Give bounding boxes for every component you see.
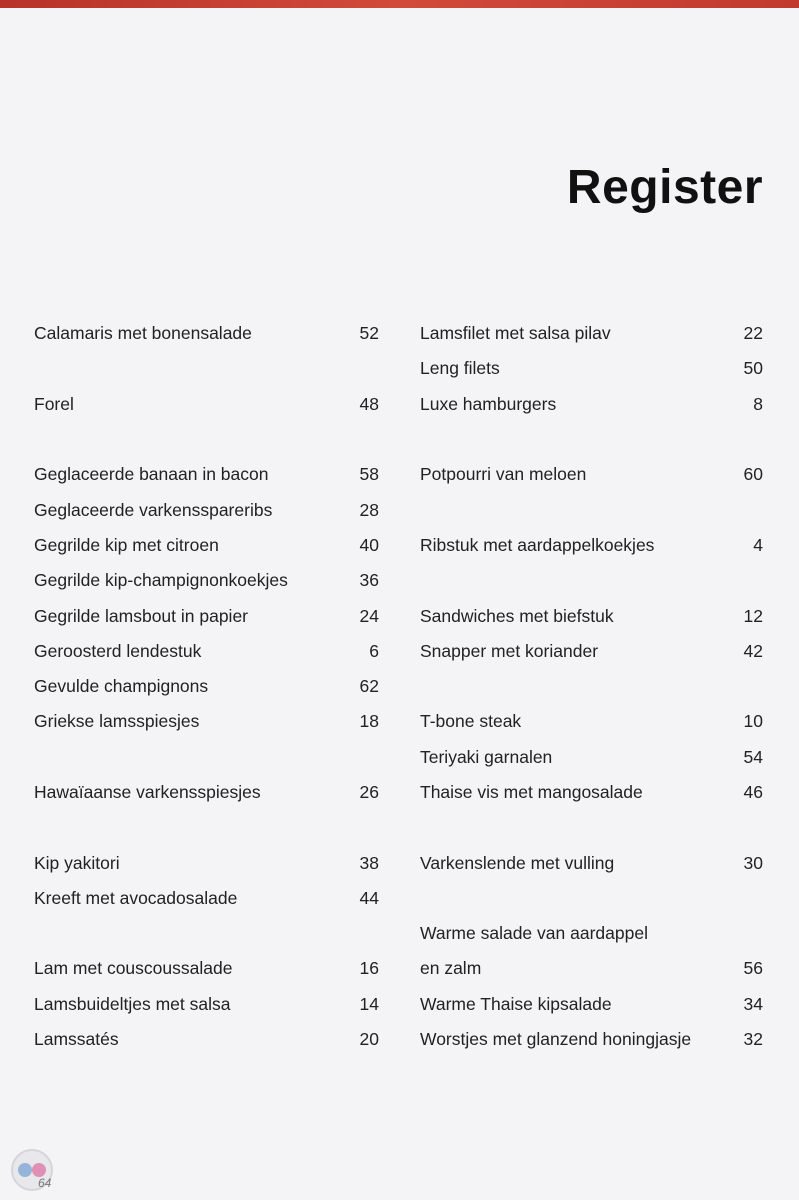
recipe-page-number: 20	[359, 1029, 379, 1050]
recipe-name: Potpourri van meloen	[420, 464, 587, 485]
group-spacer	[420, 810, 763, 845]
index-entry	[420, 634, 763, 669]
index-entry	[34, 845, 379, 880]
index-entry	[34, 457, 379, 492]
recipe-page-number: 24	[359, 605, 379, 626]
recipe-name: Snapper met koriander	[420, 640, 599, 661]
index-entry	[34, 881, 379, 916]
recipe-page-number: 26	[359, 782, 379, 802]
group-spacer	[34, 810, 379, 845]
recipe-name: Lamssatés	[34, 1029, 119, 1050]
index-entry	[34, 951, 379, 986]
recipe-page-number: 18	[359, 711, 379, 732]
recipe-page-number: 48	[359, 393, 379, 414]
recipe-name: Thaise vis met mangosalade	[420, 782, 643, 802]
recipe-page-number: 60	[743, 464, 763, 485]
recipe-name: Warme Thaise kipsalade	[420, 993, 612, 1014]
recipe-name: Leng filets	[420, 358, 500, 379]
recipe-name: Geroosterd lendestuk	[34, 640, 202, 661]
index-entry	[420, 704, 763, 739]
index-entry	[34, 316, 379, 351]
recipe-name: Hawaïaanse varkensspiesjes	[34, 782, 261, 802]
recipe-name: Calamaris met bonensalade	[34, 323, 252, 344]
recipe-page-number: 28	[359, 499, 379, 520]
recipe-name: Gevulde champignons	[34, 676, 209, 697]
recipe-name: T-bone steak	[420, 711, 522, 732]
recipe-page-number: 22	[743, 323, 763, 344]
recipe-name: Warme salade van aardappel	[420, 923, 648, 944]
index-entry	[34, 987, 379, 1022]
recipe-page-number: 56	[743, 958, 763, 979]
index-entry	[34, 669, 379, 704]
top-accent-bar	[0, 0, 799, 8]
recipe-name: Gegrilde kip-champignonkoekjes	[34, 570, 288, 591]
index-entry	[34, 704, 379, 739]
index-entry	[420, 845, 763, 880]
recipe-name: Kip yakitori	[34, 852, 120, 873]
recipe-page-number: 58	[359, 464, 379, 485]
index-column-left	[34, 316, 379, 1057]
index-entry	[420, 598, 763, 633]
recipe-name: Kreeft met avocadosalade	[34, 887, 238, 908]
recipe-name: Teriyaki garnalen	[420, 746, 553, 767]
group-spacer	[34, 351, 379, 386]
recipe-page-number: 6	[369, 640, 379, 661]
group-spacer	[34, 422, 379, 457]
index-entry	[420, 987, 763, 1022]
recipe-page-number: 40	[359, 534, 379, 555]
recipe-name: Lamsfilet met salsa pilav	[420, 323, 611, 344]
recipe-page-number: 52	[359, 323, 379, 344]
index-entry	[420, 316, 763, 351]
recipe-name: Lamsbuideltjes met salsa	[34, 993, 231, 1014]
index-entry	[34, 528, 379, 563]
recipe-name: Worstjes met glanzend honingjasje	[420, 1029, 692, 1050]
index-entry	[420, 528, 763, 563]
recipe-name: Varkenslende met vulling	[420, 852, 615, 873]
recipe-page-number: 16	[359, 958, 379, 979]
index-entry	[420, 951, 763, 986]
index-entry	[420, 775, 763, 810]
index-entry	[420, 916, 763, 951]
group-spacer	[420, 669, 763, 704]
recipe-page-number: 46	[743, 782, 763, 802]
recipe-name: Griekse lamsspiesjes	[34, 711, 200, 732]
index-entry	[34, 492, 379, 527]
recipe-name: Gegrilde kip met citroen	[34, 534, 219, 555]
recipe-page-number: 54	[743, 746, 763, 767]
recipe-page-number: 62	[359, 676, 379, 697]
group-spacer	[420, 422, 763, 457]
recipe-page-number: 50	[743, 358, 763, 379]
recipe-name: Sandwiches met biefstuk	[420, 605, 614, 626]
recipe-page-number: 10	[743, 711, 763, 732]
index-entry	[34, 598, 379, 633]
recipe-name: Geglaceerde varkensspareribs	[34, 499, 273, 520]
recipe-page-number: 4	[753, 534, 763, 555]
recipe-page-number: 34	[743, 993, 763, 1014]
page-title: Register	[566, 161, 763, 214]
index-entry	[34, 634, 379, 669]
recipe-page-number: 14	[359, 993, 379, 1014]
group-spacer	[34, 740, 379, 775]
recipe-page-number: 38	[359, 852, 379, 873]
group-spacer	[420, 881, 763, 916]
index-entry	[34, 1022, 379, 1057]
index-column-right	[420, 316, 763, 1057]
page-number: 64	[38, 1176, 52, 1190]
recipe-page-number: 36	[359, 570, 379, 591]
recipe-name: Luxe hamburgers	[420, 393, 557, 414]
recipe-name: en zalm	[420, 958, 482, 979]
index-entry	[420, 457, 763, 492]
recipe-name: Ribstuk met aardappelkoekjes	[420, 534, 655, 555]
index-entry	[420, 351, 763, 386]
recipe-name: Gegrilde lamsbout in papier	[34, 605, 249, 626]
index-entry	[420, 740, 763, 775]
recipe-page-number: 32	[743, 1029, 763, 1050]
recipe-page-number: 42	[743, 640, 763, 661]
recipe-page-number: 44	[359, 887, 379, 908]
recipe-name: Lam met couscoussalade	[34, 958, 233, 979]
recipe-page-number: 8	[753, 393, 763, 414]
group-spacer	[34, 916, 379, 951]
index-entry	[420, 387, 763, 422]
group-spacer	[420, 563, 763, 598]
index-entry	[34, 775, 379, 810]
recipe-page-number: 12	[743, 605, 763, 626]
recipe-name: Geglaceerde banaan in bacon	[34, 464, 269, 485]
recipe-page-number: 30	[743, 852, 763, 873]
index-entry	[34, 563, 379, 598]
group-spacer	[420, 492, 763, 527]
index-entry	[420, 1022, 763, 1057]
index-entry	[34, 387, 379, 422]
recipe-name: Forel	[34, 393, 74, 414]
